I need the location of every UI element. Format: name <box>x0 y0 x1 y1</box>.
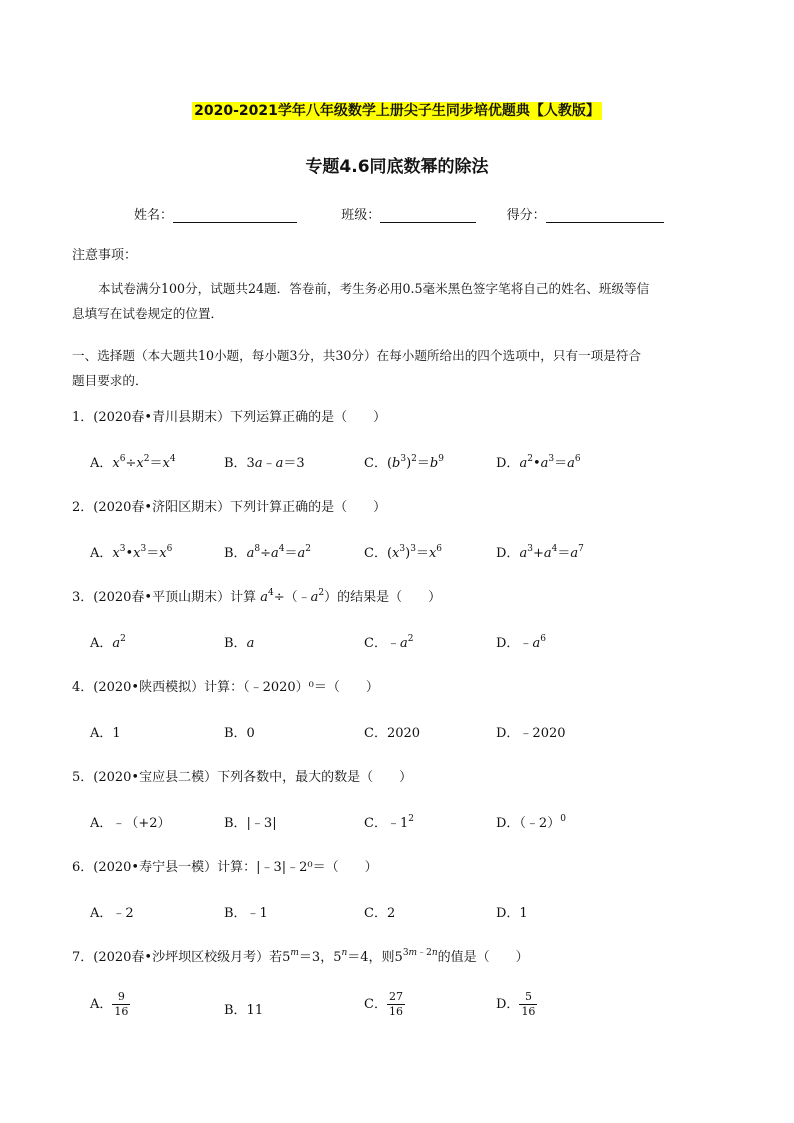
q7-d-label: D． <box>496 997 520 1012</box>
class-label: 班级： <box>341 208 381 223</box>
q1-option-c[interactable]: C．$(b^3)^2=b^9$ <box>364 454 444 471</box>
q6-option-c[interactable]: C．2 <box>364 906 396 921</box>
question-3: 3．(2020春•平顶山期末）计算 $a^4\div(﹣a^2)$的结果是（ ） <box>72 588 442 605</box>
q1-option-b[interactable]: B．3a﹣a＝3 <box>224 456 305 471</box>
q3-option-a[interactable]: A．$a^2$ <box>90 634 126 651</box>
q7-option-c[interactable] <box>364 990 405 1019</box>
q4-option-d[interactable]: D．﹣2020 <box>496 726 566 741</box>
q6-option-b[interactable]: B．﹣1 <box>224 906 268 921</box>
q4-option-c[interactable]: C．2020 <box>364 726 421 741</box>
q7-a-num: 9 <box>112 990 130 1005</box>
q2-option-a[interactable]: A．$x^3•x^3=x^6$ <box>90 544 173 561</box>
section-line-1: 一、选择题（本大题共10小题，每小题3分，共30分）在每小题所给出的四个选项中，只有一项是符合 <box>72 348 642 363</box>
notice-label: 注意事项： <box>72 248 138 263</box>
q7-stem-a: 7．(2020春•沙坪坝区校级月考）若5 <box>72 950 291 965</box>
score-label: 得分： <box>506 208 546 223</box>
score-field[interactable] <box>546 208 664 223</box>
q3-stem-b: 的结果是（ ） <box>337 590 442 605</box>
name-label: 姓名： <box>134 208 174 223</box>
q7-d-fraction <box>519 990 537 1019</box>
q4-option-a[interactable]: A．1 <box>90 726 121 741</box>
q7-option-b[interactable]: B．11 <box>224 1003 264 1018</box>
q1-option-a[interactable]: A．$x^6\div x^2=x^4$ <box>90 454 176 471</box>
q7-c-den: 16 <box>388 1005 403 1018</box>
q5-option-a[interactable]: A．﹣（+2） <box>90 816 171 831</box>
notice-line-2: 息填写在试卷规定的位置． <box>72 306 224 321</box>
q4-option-b[interactable]: B．0 <box>224 726 255 741</box>
q5-option-d[interactable]: D．（﹣2）$^0$ <box>496 814 566 831</box>
q6-option-a[interactable]: A．﹣2 <box>90 906 134 921</box>
question-7: 7．(2020春•沙坪坝区校级月考）若$5^m=3$，$5^n=4$，则$5^{3m﹣2n}$的值是（ ） <box>72 948 529 965</box>
question-6: 6．(2020•寿宁县一模）计算：|﹣3|﹣2⁰＝（ ） <box>72 860 378 875</box>
q3-option-d[interactable]: D．$﹣a^6$ <box>496 634 546 651</box>
q7-a-den: 16 <box>114 1005 129 1018</box>
q3-option-b[interactable]: B．a <box>224 636 255 651</box>
section-line-2: 题目要求的． <box>72 373 148 388</box>
q1-option-d[interactable]: D．$a^2•a^3=a^6$ <box>496 454 581 471</box>
q2-option-d[interactable]: D．$a^3+a^4=a^7$ <box>496 544 584 561</box>
header-text: 2020-2021学年八年级数学上册尖子生同步培优题典【人教版】 <box>194 103 600 119</box>
class-field[interactable] <box>380 208 476 223</box>
q7-c-label: C． <box>364 997 387 1012</box>
q3-option-c[interactable]: C．$﹣a^2$ <box>364 634 414 651</box>
q7-c-fraction <box>387 990 405 1019</box>
notice-line-1: 本试卷满分100分，试题共24题．答卷前，考生务必用0.5毫米黑色签字笔将自己的姓名、班级等信 <box>98 281 650 296</box>
q7-option-d[interactable] <box>496 990 537 1019</box>
q7-option-a[interactable] <box>90 990 130 1019</box>
question-1: 1．(2020春•青川县期末）下列运算正确的是（ ） <box>72 410 387 425</box>
question-5: 5．(2020•宝应县二模）下列各数中，最大的数是（ ） <box>72 770 413 785</box>
question-2: 2．(2020春•济阳区期末）下列计算正确的是（ ） <box>72 500 387 515</box>
header-banner <box>0 100 794 120</box>
q7-a-fraction <box>112 990 130 1019</box>
q7-d-den: 16 <box>521 1005 536 1018</box>
q5-option-c[interactable]: C．$﹣1^2$ <box>364 814 414 831</box>
q2-option-c[interactable]: C．$(x^3)^3=x^6$ <box>364 544 443 561</box>
q7-stem-b: 的值是（ ） <box>437 950 529 965</box>
q6-option-d[interactable]: D．1 <box>496 906 528 921</box>
name-field[interactable] <box>173 208 297 223</box>
question-4: 4．(2020•陕西模拟）计算：（﹣2020）⁰＝（ ） <box>72 680 379 695</box>
student-info-row <box>134 204 664 223</box>
q2-option-b[interactable]: B．$a^8\div a^4=a^2$ <box>224 544 311 561</box>
q5-option-b[interactable]: B．|﹣3| <box>224 816 277 831</box>
page-title: 专题4.6同底数幂的除法 <box>305 157 489 177</box>
q7-a-label: A． <box>90 997 113 1012</box>
q7-c-num: 27 <box>388 990 403 1003</box>
q3-stem-a: 3．(2020春•平顶山期末）计算 <box>72 590 257 605</box>
q7-d-num: 5 <box>519 990 537 1005</box>
